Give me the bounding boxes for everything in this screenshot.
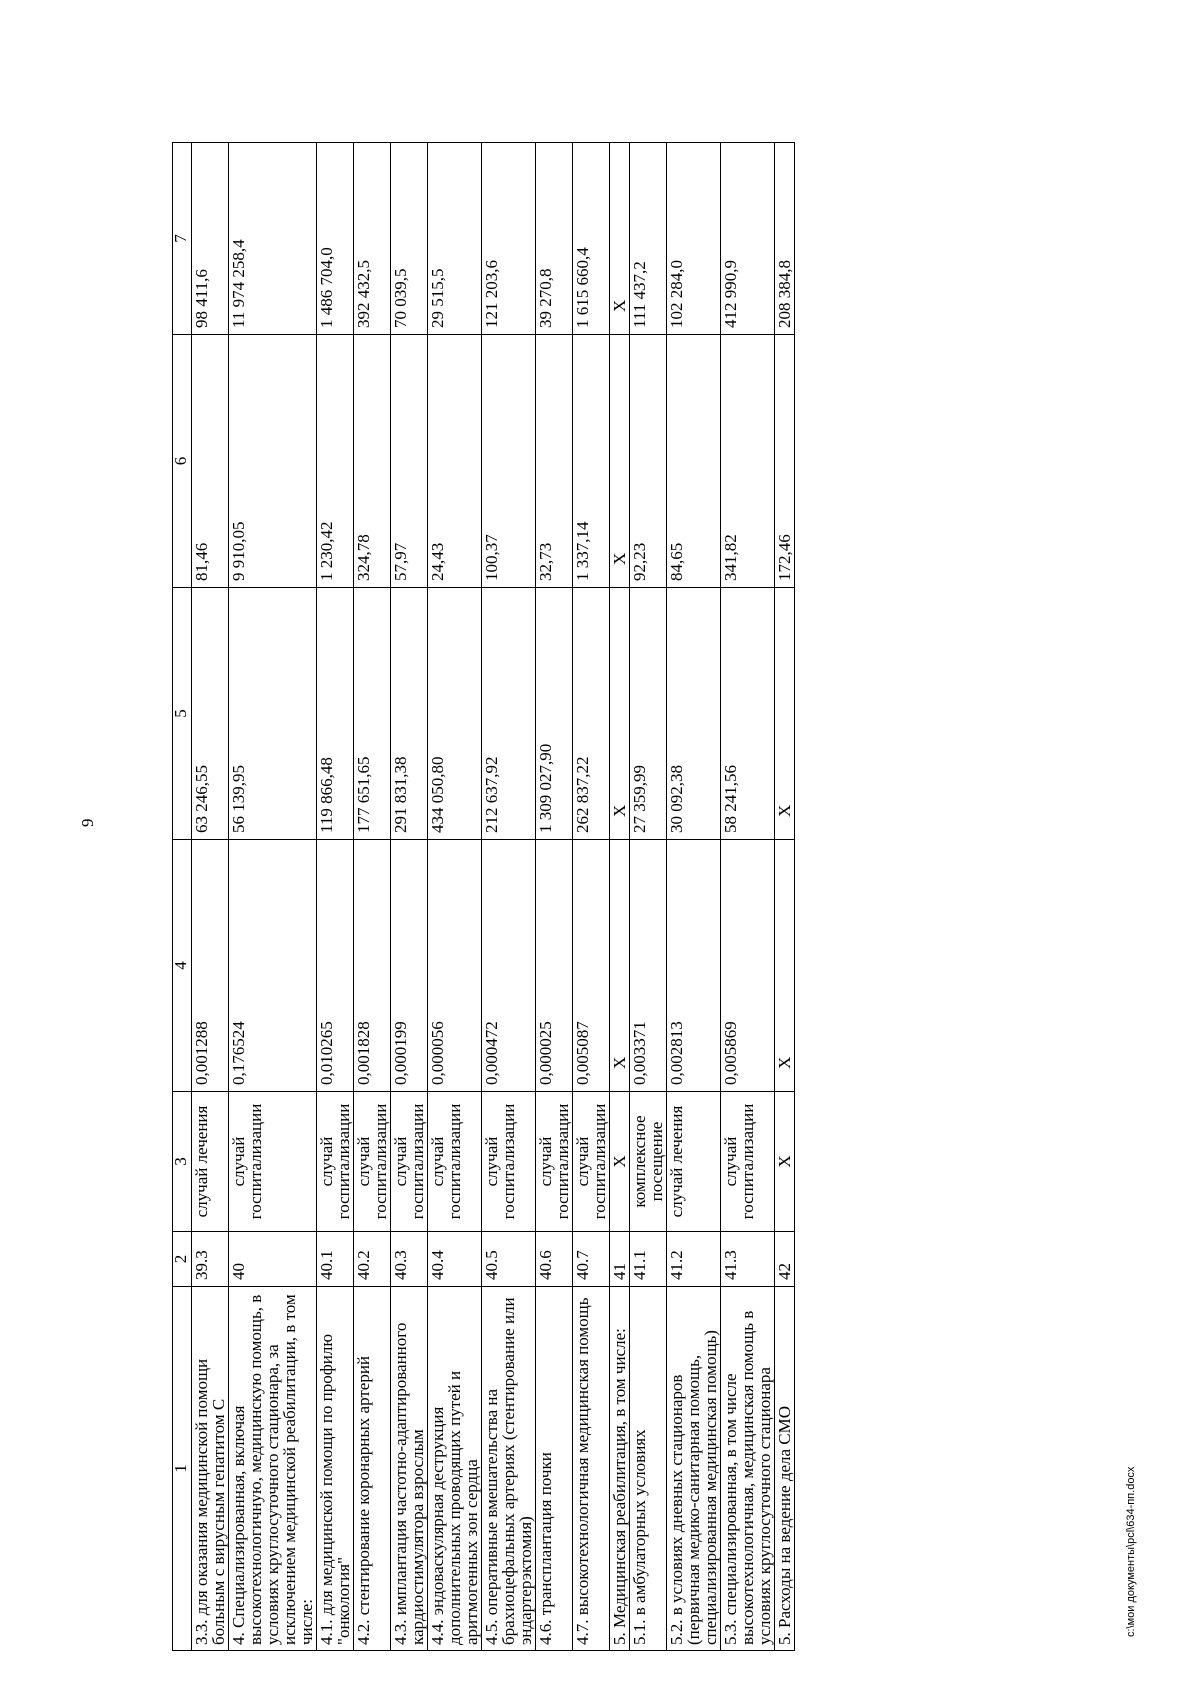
table-cell-v4: 0,001828 [354, 840, 391, 1092]
table-cell-v6: 57,97 [391, 335, 428, 588]
column-header: 3 [173, 1092, 192, 1232]
table-cell-v5: 434 050,80 [428, 588, 482, 840]
table-cell-v4: X [610, 840, 630, 1092]
table-cell-v7: 11 974 258,4 [229, 143, 317, 335]
table-cell-v6: 9 910,05 [229, 335, 317, 588]
table-cell-v5: 1 309 027,90 [536, 588, 573, 840]
table-row [428, 143, 482, 1651]
table-cell-v5: X [610, 588, 630, 840]
table-cell-name: 4.2. стентирование коронарных артерий [354, 1287, 391, 1651]
table-cell-code: 41.3 [721, 1232, 775, 1287]
table-cell-unit: случай госпитализации [354, 1092, 391, 1232]
table-cell-code: 41.2 [667, 1232, 721, 1287]
table-cell-name: 5. Расходы на ведение дела СМО [775, 1287, 795, 1651]
table-cell-v7: 412 990,9 [721, 143, 775, 335]
table-row [630, 143, 667, 1651]
table-cell-name: 4.3. имплантация частотно-адаптированного кардиостимулятора взрослым [391, 1287, 428, 1651]
column-header: 1 [173, 1287, 192, 1651]
table-row [391, 143, 428, 1651]
table-row [317, 143, 354, 1651]
table-cell-v5: 177 651,65 [354, 588, 391, 840]
table-cell-unit: случай госпитализации [428, 1092, 482, 1232]
column-header: 5 [173, 588, 192, 840]
table-cell-v4: 0,176524 [229, 840, 317, 1092]
table-cell-v4: 0,000056 [428, 840, 482, 1092]
table-cell-v5: 58 241,56 [721, 588, 775, 840]
column-header: 7 [173, 143, 192, 335]
table-row [721, 143, 775, 1651]
table-row [536, 143, 573, 1651]
table-cell-name: 5.1. в амбулаторных условиях [630, 1287, 667, 1651]
table-cell-name: 5.2. в условиях дневных стационаров (первичная медико-санитарная помощь, специализированная медицинская помощь) [667, 1287, 721, 1651]
table-cell-name: 4.1. для медицинской помощи по профилю "онкология" [317, 1287, 354, 1651]
table-cell-code: 41.1 [630, 1232, 667, 1287]
column-header: 2 [173, 1232, 192, 1287]
table-cell-name: 4.4. эндоваскулярная деструкция дополнительных проводящих путей и аритмогенных зон сердца [428, 1287, 482, 1651]
table-cell-unit: комплексное посещение [630, 1092, 667, 1232]
table-cell-name: 3.3. для оказания медицинской помощи больным с вирусным гепатитом С [192, 1287, 229, 1651]
table-cell-code: 41 [610, 1232, 630, 1287]
table-cell-v5: 262 837,22 [573, 588, 610, 840]
table-cell-unit: случай госпитализации [482, 1092, 536, 1232]
header-row [173, 143, 192, 1651]
table-cell-unit: случай госпитализации [229, 1092, 317, 1232]
table-row [229, 143, 317, 1651]
table-cell-v4: 0,010265 [317, 840, 354, 1092]
table-cell-v4: 0,000025 [536, 840, 573, 1092]
table-cell-v6: 100,37 [482, 335, 536, 588]
table-cell-v7: 70 039,5 [391, 143, 428, 335]
table-cell-unit: случай госпитализации [536, 1092, 573, 1232]
table-cell-v4: 0,002813 [667, 840, 721, 1092]
column-header: 4 [173, 840, 192, 1092]
table-cell-v7: 1 615 660,4 [573, 143, 610, 335]
table-cell-v6: 172,46 [775, 335, 795, 588]
table-cell-v4: 0,001288 [192, 840, 229, 1092]
table-cell-v5: X [775, 588, 795, 840]
table-row [573, 143, 610, 1651]
table-cell-v5: 63 246,55 [192, 588, 229, 840]
table-cell-name: 4. Специализированная, включая высокотехнологичную, медицинскую помощь, в условиях круглосуточного стационара, за исключением медицинской реабилитации, в том числе: [229, 1287, 317, 1651]
table-cell-v4: 0,005087 [573, 840, 610, 1092]
table-cell-v7: 121 203,6 [482, 143, 536, 335]
table-cell-code: 40.7 [573, 1232, 610, 1287]
table-row [482, 143, 536, 1651]
table-cell-unit: случай госпитализации [317, 1092, 354, 1232]
table-cell-v5: 291 831,38 [391, 588, 428, 840]
table-cell-v4: 0,000472 [482, 840, 536, 1092]
table-row [610, 143, 630, 1651]
table-cell-v6: X [610, 335, 630, 588]
table-cell-unit: X [610, 1092, 630, 1232]
table-cell-v4: 0,005869 [721, 840, 775, 1092]
table-cell-v6: 1 230,42 [317, 335, 354, 588]
table-cell-v6: 24,43 [428, 335, 482, 588]
table-cell-v7: 39 270,8 [536, 143, 573, 335]
table-cell-v6: 324,78 [354, 335, 391, 588]
table-cell-v7: 208 384,8 [775, 143, 795, 335]
table-cell-unit: случай госпитализации [721, 1092, 775, 1232]
table-cell-v7: 98 411,6 [192, 143, 229, 335]
table-cell-v6: 32,73 [536, 335, 573, 588]
table-cell-name: 5. Медицинская реабилитация, в том числе: [610, 1287, 630, 1651]
table-cell-unit: X [775, 1092, 795, 1232]
table-cell-v5: 119 866,48 [317, 588, 354, 840]
table-cell-v7: 102 284,0 [667, 143, 721, 335]
table-cell-v6: 84,65 [667, 335, 721, 588]
data-table [172, 142, 795, 1651]
table-cell-code: 40 [229, 1232, 317, 1287]
table-cell-v7: 392 432,5 [354, 143, 391, 335]
table-cell-v5: 56 139,95 [229, 588, 317, 840]
table-cell-unit: случай госпитализации [391, 1092, 428, 1232]
table-row [354, 143, 391, 1651]
column-header: 6 [173, 335, 192, 588]
page-number: 9 [78, 818, 97, 827]
table-cell-v5: 30 092,38 [667, 588, 721, 840]
table-cell-unit: случай лечения [192, 1092, 229, 1232]
table-cell-unit: случай госпитализации [573, 1092, 610, 1232]
table-row [667, 143, 721, 1651]
table-cell-v6: 81,46 [192, 335, 229, 588]
table-row [192, 143, 229, 1651]
table-cell-code: 40.6 [536, 1232, 573, 1287]
table-cell-v6: 1 337,14 [573, 335, 610, 588]
table-row [775, 143, 795, 1651]
table-cell-name: 5.3. специализированная, в том числе высокотехнологичная, медицинская помощь в условиях круглосуточного стационара [721, 1287, 775, 1651]
table-cell-v4: X [775, 840, 795, 1092]
table-cell-name: 4.6. трансплантация почки [536, 1287, 573, 1651]
footer-file-path: c:\мои документы\pcl\634-пп.docx [1125, 1466, 1137, 1637]
table-cell-name: 4.5. оперативные вмешательства на брахиоцефальных артериях (стентирование или эндартерэктомия) [482, 1287, 536, 1651]
table-cell-v5: 212 637,92 [482, 588, 536, 840]
table-cell-v7: 29 515,5 [428, 143, 482, 335]
table-cell-code: 40.2 [354, 1232, 391, 1287]
table-cell-v6: 341,82 [721, 335, 775, 588]
table-cell-code: 40.5 [482, 1232, 536, 1287]
table-cell-code: 39.3 [192, 1232, 229, 1287]
table-cell-code: 42 [775, 1232, 795, 1287]
table-cell-v7: 111 437,2 [630, 143, 667, 335]
table-cell-v5: 27 359,99 [630, 588, 667, 840]
table-cell-v4: 0,003371 [630, 840, 667, 1092]
table-cell-v4: 0,000199 [391, 840, 428, 1092]
table-cell-name: 4.7. высокотехнологичная медицинская помощь [573, 1287, 610, 1651]
table-cell-code: 40.3 [391, 1232, 428, 1287]
table-cell-v6: 92,23 [630, 335, 667, 588]
table-cell-unit: случай лечения [667, 1092, 721, 1232]
table-cell-v7: X [610, 143, 630, 335]
table-cell-v7: 1 486 704,0 [317, 143, 354, 335]
table-cell-code: 40.4 [428, 1232, 482, 1287]
table-cell-code: 40.1 [317, 1232, 354, 1287]
